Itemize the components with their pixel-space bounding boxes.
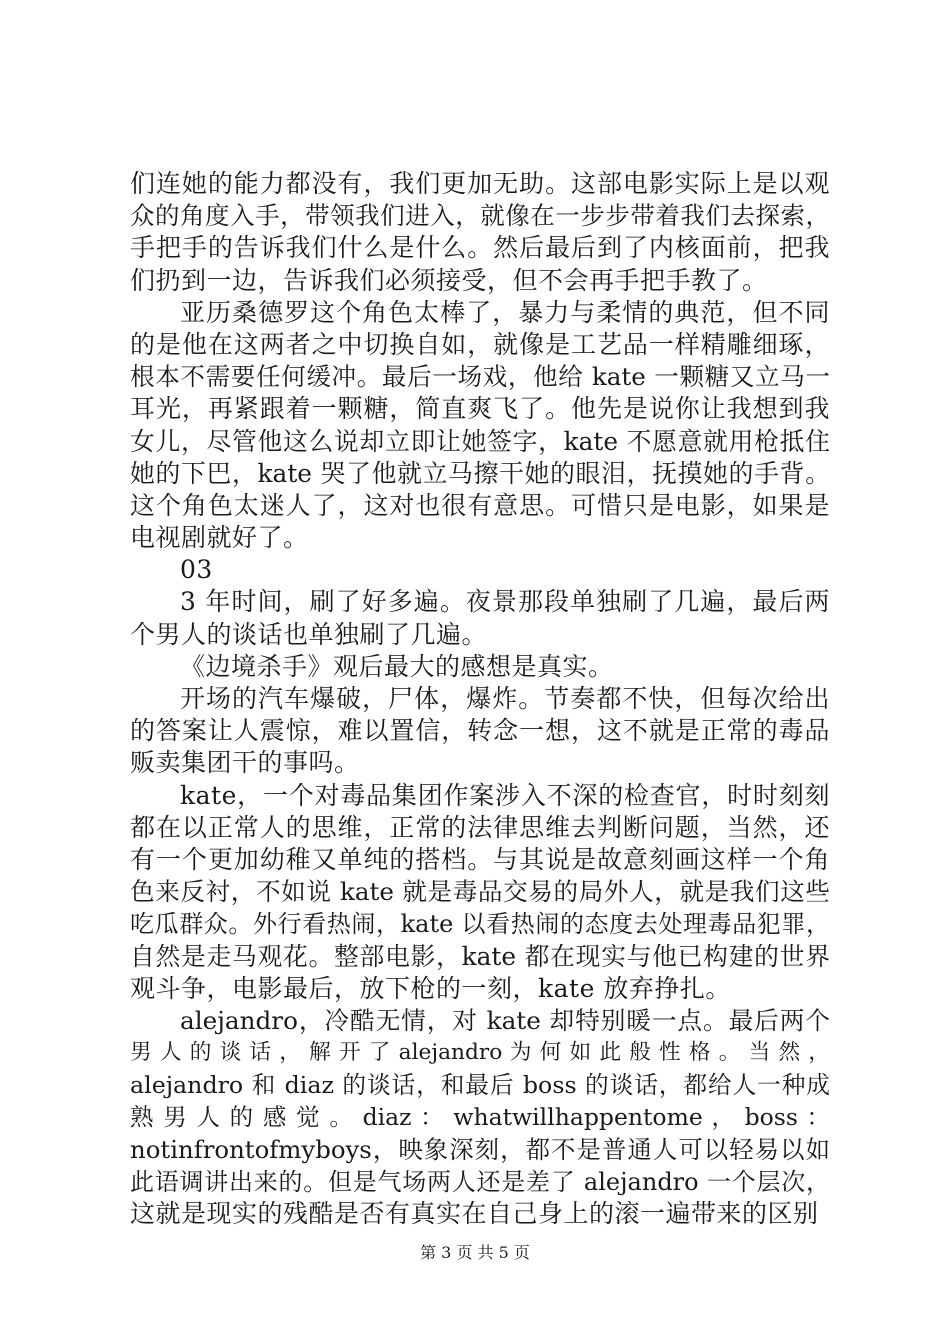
text-line: 她的下巴，kate 哭了他就立马擦干她的眼泪，抚摸她的手背。 bbox=[130, 458, 830, 488]
text-line: 观斗争，电影最后，放下枪的一刻，kate 放弃挣扎。 bbox=[130, 973, 731, 1003]
text-line: 男 人 的 谈 话 ， 解 开 了 alejandro 为 何 如 此 般 性 格 。 当 然 ， bbox=[130, 1040, 830, 1066]
paragraph bbox=[130, 780, 830, 1005]
text-line: kate，一个对毒品集团作案涉入不深的检查官，时时刻刻 bbox=[180, 780, 830, 810]
text-line: 根本不需要任何缓冲。最后一场戏，他给 kate 一颗糖又立马一 bbox=[130, 362, 830, 392]
paragraph bbox=[130, 297, 830, 555]
text-line: 女儿，尽管他这么说却立即让她签字，kate 不愿意就用枪抵住 bbox=[130, 426, 830, 456]
text-line: 3 年时间，刷了好多遍。夜景那段单独刷了几遍，最后两 bbox=[180, 587, 830, 617]
paragraph bbox=[130, 651, 830, 683]
text-line: 的答案让人震惊，难以置信，转念一想，这不就是正常的毒品 bbox=[130, 716, 830, 746]
paragraph bbox=[130, 168, 830, 297]
text-line: notinfrontofmyboys，映象深刻，都不是普通人可以轻易以如 bbox=[130, 1134, 830, 1164]
text-line: 耳光，再紧跟着一颗糖，简直爽飞了。他先是说你让我想到我 bbox=[130, 394, 830, 424]
text-line: 们扔到一边，告诉我们必须接受，但不会再手把手教了。 bbox=[130, 265, 768, 295]
page-footer: 第 3 页 共 5 页 bbox=[420, 1243, 530, 1262]
text-line: 自然是走马观花。整部电影，kate 都在现实与他已构建的世界 bbox=[130, 941, 830, 971]
text-line: 此语调讲出来的。但是气场两人还是差了 alejandro 一个层次， bbox=[130, 1167, 830, 1196]
text-line: 色来反衬，不如说 kate 就是毒品交易的局外人，就是我们这些 bbox=[130, 877, 830, 907]
text-line: 亚历桑德罗这个角色太棒了，暴力与柔情的典范，但不同 bbox=[180, 297, 830, 327]
paragraph bbox=[130, 554, 830, 586]
paragraph bbox=[130, 586, 830, 650]
paragraph bbox=[130, 1005, 830, 1230]
text-line: 手把手的告诉我们什么是什么。然后最后到了内核面前，把我 bbox=[130, 233, 830, 263]
text-line: 们连她的能力都没有，我们更加无助。这部电影实际上是以观 bbox=[130, 169, 830, 198]
text-line: 都在以正常人的思维，正常的法律思维去判断问题，当然，还 bbox=[130, 812, 830, 842]
text-line: 吃瓜群众。外行看热闹，kate 以看热闹的态度去处理毒品犯罪， bbox=[130, 910, 830, 939]
text-line: 熟 男 人 的 感 觉 。 diaz ： whatwillhappentome ， boss ： bbox=[130, 1103, 830, 1132]
text-line: alejandro 和 diaz 的谈话，和最后 boss 的谈话，都给人一种成 bbox=[130, 1071, 830, 1100]
text-line: 贩卖集团干的事吗。 bbox=[130, 748, 360, 778]
text-line: 的是他在这两者之中切换自如，就像是工艺品一样精雕细琢， bbox=[130, 329, 830, 359]
text-line: 众的角度入手，带领我们进入，就像在一步步带着我们去探索， bbox=[130, 201, 830, 231]
document-body bbox=[130, 168, 830, 1230]
text-line: 有一个更加幼稚又单纯的搭档。与其说是故意刻画这样一个角 bbox=[130, 844, 830, 874]
text-line: 《边境杀手》观后最大的感想是真实。 bbox=[180, 651, 614, 681]
paragraph bbox=[130, 683, 830, 780]
text-line: alejandro，冷酷无情，对 kate 却特别暖一点。最后两个 bbox=[180, 1005, 830, 1035]
text-line: 03 bbox=[180, 555, 213, 585]
text-line: 个男人的谈话也单独刷了几遍。 bbox=[130, 619, 488, 649]
text-line: 这个角色太迷人了，这对也很有意思。可惜只是电影，如果是 bbox=[130, 490, 830, 520]
text-line: 电视剧就好了。 bbox=[130, 523, 309, 553]
text-line: 开场的汽车爆破，尸体，爆炸。节奏都不快，但每次给出 bbox=[180, 684, 830, 713]
text-line: 这就是现实的残酷是否有真实在自己身上的滚一遍带来的区别 bbox=[130, 1199, 819, 1228]
